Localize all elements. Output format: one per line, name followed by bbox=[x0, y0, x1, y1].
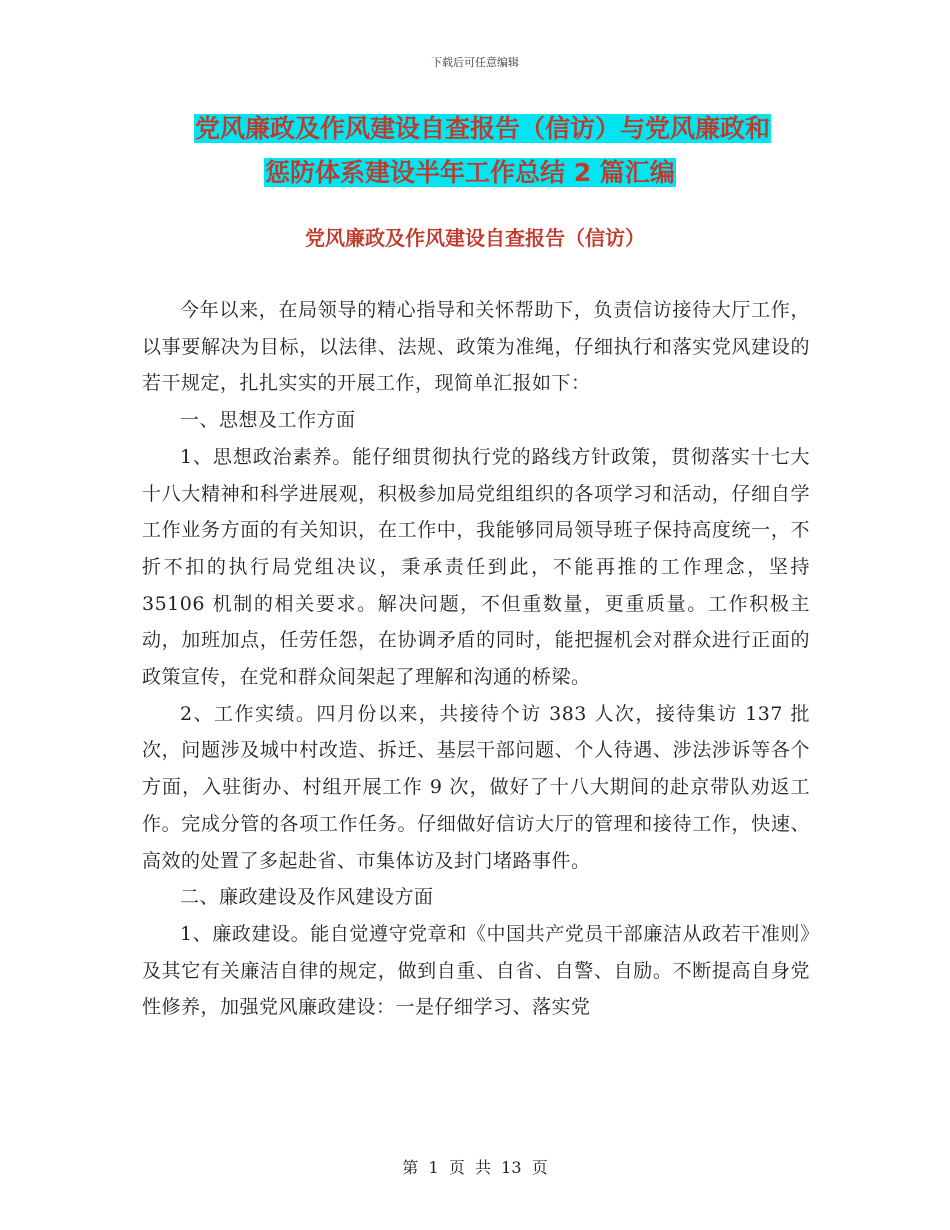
page-number-footer: 第 1 页 共 13 页 bbox=[402, 1158, 548, 1177]
document-title-line-2 bbox=[264, 156, 676, 190]
section-title: 党风廉政及作风建设自查报告（信访） bbox=[305, 226, 645, 250]
page-header-note: 下载后可任意编辑 bbox=[431, 56, 519, 69]
paragraph-work-achievements: 2、工作实绩。四月份以来，共接待个访 383 人次，接待集访 137 批次，问题涉及城中村改造、拆迁、基层干部问题、个人待遇、涉法涉诉等各个方面，入驻街办、村组开展工作 9 次，做好了十八大期间的赴京带队劝返工作。完成分管的各项工作任务。仔细做好信访大厅的管理和接待工作，快速、高效的处置了多起赴省、市集体访及封门堵路事件。 bbox=[142, 702, 810, 872]
paragraph-political-quality: 1、思想政治素养。能仔细贯彻执行党的路线方针政策，贯彻落实十七大十八大精神和科学进展观，积极参加局党组组织的各项学习和活动，仔细自学工作业务方面的有关知识，在工作中，我能够同局领导班子保持高度统一，不折不扣的执行局党组决议，秉承责任到此，不能再推的工作理念，坚持 35106 机制的相关要求。解决问题，不但重数量，更重质量。工作积极主动，加班加点，任劳任怨，在协调矛盾的同时，能把握机会对群众进行正面的政策宣传，在党和群众间架起了理解和沟通的桥梁。 bbox=[142, 445, 810, 689]
heading-thought-and-work: 一、思想及工作方面 bbox=[180, 409, 356, 432]
document-body bbox=[142, 292, 810, 1026]
title-line-2-text: 惩防体系建设半年工作总结 2 篇汇编 bbox=[265, 158, 675, 187]
document-title-line-1 bbox=[194, 112, 771, 146]
paragraph-intro: 今年以来，在局领导的精心指导和关怀帮助下，负责信访接待大厅工作，以事要解决为目标，以法律、法规、政策为准绳，仔细执行和落实党风建设的若干规定，扎扎实实的开展工作，现简单汇报如下： bbox=[142, 299, 810, 395]
title-line-1-text: 党风廉政及作风建设自查报告（信访）与党风廉政和 bbox=[195, 114, 771, 143]
paragraph-integrity-building: 1、廉政建设。能自觉遵守党章和《中国共产党员干部廉洁从政若干准则》及其它有关廉洁自律的规定，做到自重、自省、自警、自励。不断提高自身党性修养，加强党风廉政建设：一是仔细学习、落实党 bbox=[142, 922, 810, 1019]
heading-integrity-and-style: 二、廉政建设及作风建设方面 bbox=[180, 886, 434, 909]
